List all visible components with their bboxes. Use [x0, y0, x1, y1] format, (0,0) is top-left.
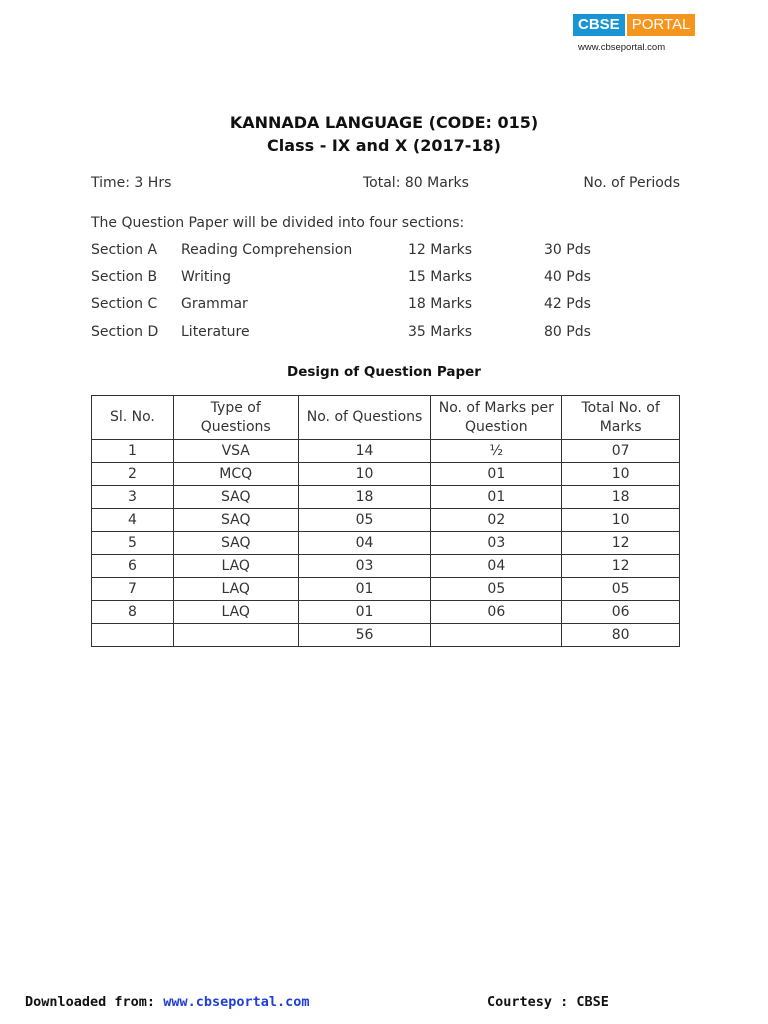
- total-questions-cell: 56: [298, 624, 431, 647]
- header-type: Type of Questions: [173, 396, 298, 440]
- design-title: Design of Question Paper: [287, 364, 481, 380]
- table-cell: 01: [431, 486, 562, 509]
- section-topic: Reading Comprehension: [181, 242, 353, 258]
- table-cell: 06: [562, 601, 680, 624]
- header-num-questions: No. of Questions: [298, 396, 431, 440]
- table-header-row: [92, 396, 680, 440]
- logo-url: www.cbseportal.com: [578, 42, 666, 53]
- table-cell: 01: [298, 578, 431, 601]
- section-marks: 35 Marks: [408, 324, 473, 340]
- section-periods: 30 Pds: [544, 242, 591, 258]
- table-cell: 18: [562, 486, 680, 509]
- table-cell: 04: [298, 532, 431, 555]
- table-cell: 18: [298, 486, 431, 509]
- table-cell: VSA: [173, 440, 298, 463]
- table-cell: 2: [92, 463, 174, 486]
- total-marks-cell: 80: [562, 624, 680, 647]
- table-cell: 5: [92, 532, 174, 555]
- section-topic: Literature: [181, 324, 250, 340]
- section-marks: 12 Marks: [408, 242, 473, 258]
- table-cell: 01: [298, 601, 431, 624]
- logo-cbse-text: CBSE: [573, 14, 625, 36]
- table-cell: 8: [92, 601, 174, 624]
- table-cell: 03: [431, 532, 562, 555]
- table-cell: 02: [431, 509, 562, 532]
- table-cell: 01: [431, 463, 562, 486]
- table-cell: 7: [92, 578, 174, 601]
- periods-info: No. of Periods: [583, 175, 680, 191]
- table-cell: SAQ: [173, 509, 298, 532]
- time-info: Time: 3 Hrs: [91, 175, 172, 191]
- document-title: KANNADA LANGUAGE (CODE: 015): [229, 113, 539, 132]
- section-periods: 40 Pds: [544, 269, 591, 285]
- table-cell: 12: [562, 555, 680, 578]
- table-row: [92, 532, 680, 555]
- table-cell: LAQ: [173, 601, 298, 624]
- courtesy-footer: Courtesy : CBSE: [487, 994, 609, 1010]
- table-cell: 10: [562, 463, 680, 486]
- table-cell: MCQ: [173, 463, 298, 486]
- table-cell: SAQ: [173, 532, 298, 555]
- downloaded-label: Downloaded from:: [25, 994, 156, 1010]
- section-topic: Grammar: [181, 296, 248, 312]
- table-cell: 12: [562, 532, 680, 555]
- table-cell: 3: [92, 486, 174, 509]
- table-row: [92, 440, 680, 463]
- table-cell: ½: [431, 440, 562, 463]
- table-cell: 14: [298, 440, 431, 463]
- table-cell: [431, 624, 562, 647]
- downloaded-link[interactable]: www.cbseportal.com: [163, 994, 310, 1010]
- table-row: [92, 601, 680, 624]
- table-cell: 07: [562, 440, 680, 463]
- table-cell: LAQ: [173, 578, 298, 601]
- section-name: Section B: [91, 269, 158, 285]
- table-cell: 1: [92, 440, 174, 463]
- section-marks: 15 Marks: [408, 269, 473, 285]
- question-paper-design-table: [91, 395, 680, 647]
- table-cell: 10: [298, 463, 431, 486]
- intro-text: The Question Paper will be divided into four sections:: [91, 215, 465, 231]
- section-marks: 18 Marks: [408, 296, 473, 312]
- header-marks-per-question: No. of Marks per Question: [431, 396, 562, 440]
- table-row: [92, 555, 680, 578]
- table-cell: LAQ: [173, 555, 298, 578]
- table-row: [92, 463, 680, 486]
- table-row: [92, 509, 680, 532]
- section-name: Section D: [91, 324, 159, 340]
- table-cell: SAQ: [173, 486, 298, 509]
- section-name: Section C: [91, 296, 158, 312]
- table-total-row: [92, 624, 680, 647]
- table-cell: 4: [92, 509, 174, 532]
- table-cell: 05: [431, 578, 562, 601]
- table-cell: [173, 624, 298, 647]
- cbse-portal-logo: [573, 14, 695, 36]
- table-cell: 04: [431, 555, 562, 578]
- table-cell: 6: [92, 555, 174, 578]
- section-topic: Writing: [181, 269, 231, 285]
- table-cell: 06: [431, 601, 562, 624]
- header-sl-no: Sl. No.: [92, 396, 174, 440]
- table-cell: [92, 624, 174, 647]
- table-row: [92, 486, 680, 509]
- download-footer: [25, 994, 310, 1010]
- document-subtitle: Class - IX and X (2017-18): [267, 136, 501, 155]
- header-total-marks: Total No. of Marks: [562, 396, 680, 440]
- table-cell: 03: [298, 555, 431, 578]
- logo-portal-text: PORTAL: [627, 14, 696, 36]
- section-periods: 80 Pds: [544, 324, 591, 340]
- table-cell: 05: [298, 509, 431, 532]
- table-cell: 05: [562, 578, 680, 601]
- table-row: [92, 578, 680, 601]
- total-marks-info: Total: 80 Marks: [363, 175, 469, 191]
- table-cell: 10: [562, 509, 680, 532]
- section-periods: 42 Pds: [544, 296, 591, 312]
- section-name: Section A: [91, 242, 158, 258]
